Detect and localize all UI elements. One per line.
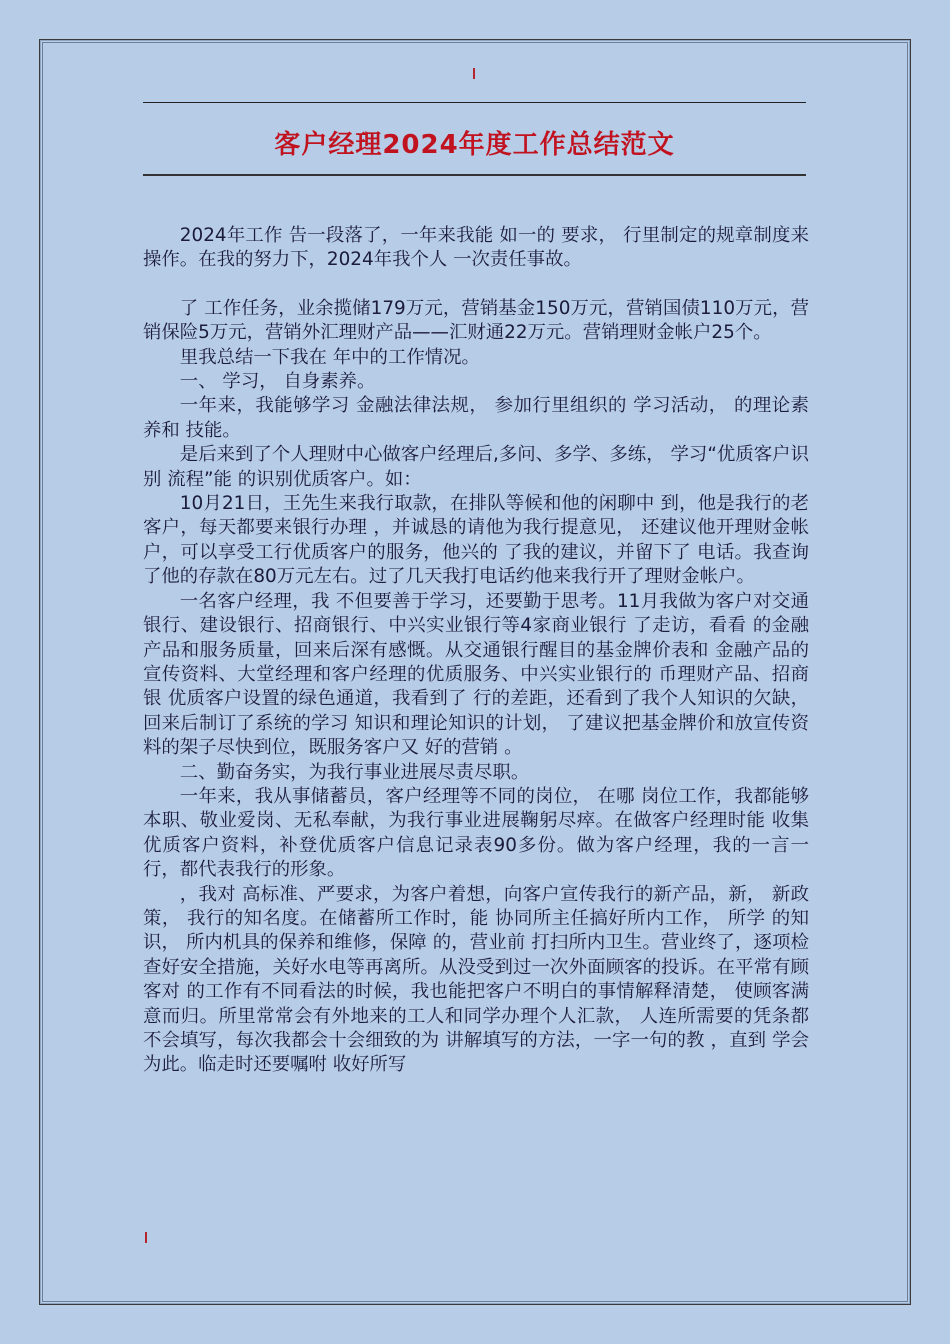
document-body bbox=[143, 224, 809, 1078]
document-title: 客户经理2024年度工作总结范文 bbox=[274, 130, 675, 160]
paragraph-intro: 2024年工作 告一段落了，一年来我能 如一的 要求， 行里制定的规章制度来 操作。在我的努力下，2024年我个人 一次责任事故。 bbox=[143, 225, 809, 271]
paragraph-vip-identify: 是后来到了个人理财中心做客户经理后,多问、多学、多练， 学习“优质客户识别 流程”能 的识别优质客户。如： bbox=[143, 444, 809, 490]
section-heading-2: 二、勤奋务实，为我行事业进展尽责尽职。 bbox=[179, 761, 530, 783]
paragraph-visit-banks: 一名客户经理，我 不但要善于学习，还要勤于思考。11月我做为客户对交通银行、建设银行、招商银行、中兴实业银行等4家商业银行 了走访，看看 的金融产品和服务质量，回来后深有感慨。从交通银行醒目的基金牌价表和 金融产品的宣传资料、大堂经理和客户经理的优质服务、中兴实业银行的 币理财产品、招商银 优质客户设置的绿色通道，我看到了 行的差距，还看到了我个人知识的欠缺，回来后制订了系统的学习 知识和理论知识的计划， 了建议把基金牌价和放宣传资料的架子尽快到位，既服务客户又 好的营销 。 bbox=[143, 590, 809, 759]
footer-cursor-mark bbox=[145, 1232, 147, 1243]
paragraph-study: 一年来，我能够学习 金融法律法规， 参加行里组织的 学习活动， 的理论素养和 技能。 bbox=[143, 395, 809, 441]
header-cursor-mark bbox=[473, 68, 475, 79]
paragraph-summary-lead: 里我总结一下我在 年中的工作情况。 bbox=[179, 346, 480, 368]
paragraph-tasks: 了 工作任务，业余揽储179万元，营销基金150万元，营销国债110万元，营销保险5万元，营销外汇理财产品——汇财通22万元。营销理财金帐户25个。 bbox=[143, 297, 809, 344]
paragraph-service: ，我对 高标准、严要求，为客户着想，向客户宣传我行的新产品，新， 新政策， 我行的知名度。在储蓄所工作时，能 协同所主任搞好所内工作， 所学 的知识， 所内机具的保养和维修，保障 的，营业前 打扫所内卫生。营业终了，逐项检查好安全措施，关好水电等再离所。从没受到过一次外面顾客的投诉。在平常有顾客对 的工作有不同看法的时候，我也能把客户不明白的事情解释清楚， 使顾客满意而归。所里常常会有外地来的工人和同学办理个人汇款， 人连所需要的凭条都不会填写，每次我都会十会细致的为 讲解填写的方法，一字一句的教 ，直到 学会为此。临走时还要嘱咐 收好所写 bbox=[143, 883, 809, 1076]
paragraph-example: 10月21日，王先生来我行取款，在排队等候和他的闲聊中 到，他是我行的老客户，每天都要来银行办理 ，并诚恳的请他为我行提意见， 还建议他开理财金帐户，可以享受工行优质客户的服务，他兴的 了我的建议，并留下了 电话。我查询了他的存款在80万元左右。过了几天我打电话约他来我行开了理财金帐户。 bbox=[143, 493, 809, 588]
header-rule bbox=[143, 102, 806, 103]
title-rule bbox=[143, 174, 806, 176]
paragraph-duties: 一年来，我从事储蓄员，客户经理等不同的岗位， 在哪 岗位工作，我都能够 本职、敬业爱岗、无私奉献，为我行事业进展鞠躬尽瘁。在做客户经理时能 收集优质客户资料，补登优质客户信息记录表90多份。做为客户经理，我的一言一行，都代表我行的形象。 bbox=[143, 785, 809, 881]
section-heading-1: 一、 学习， 自身素养。 bbox=[179, 371, 376, 393]
